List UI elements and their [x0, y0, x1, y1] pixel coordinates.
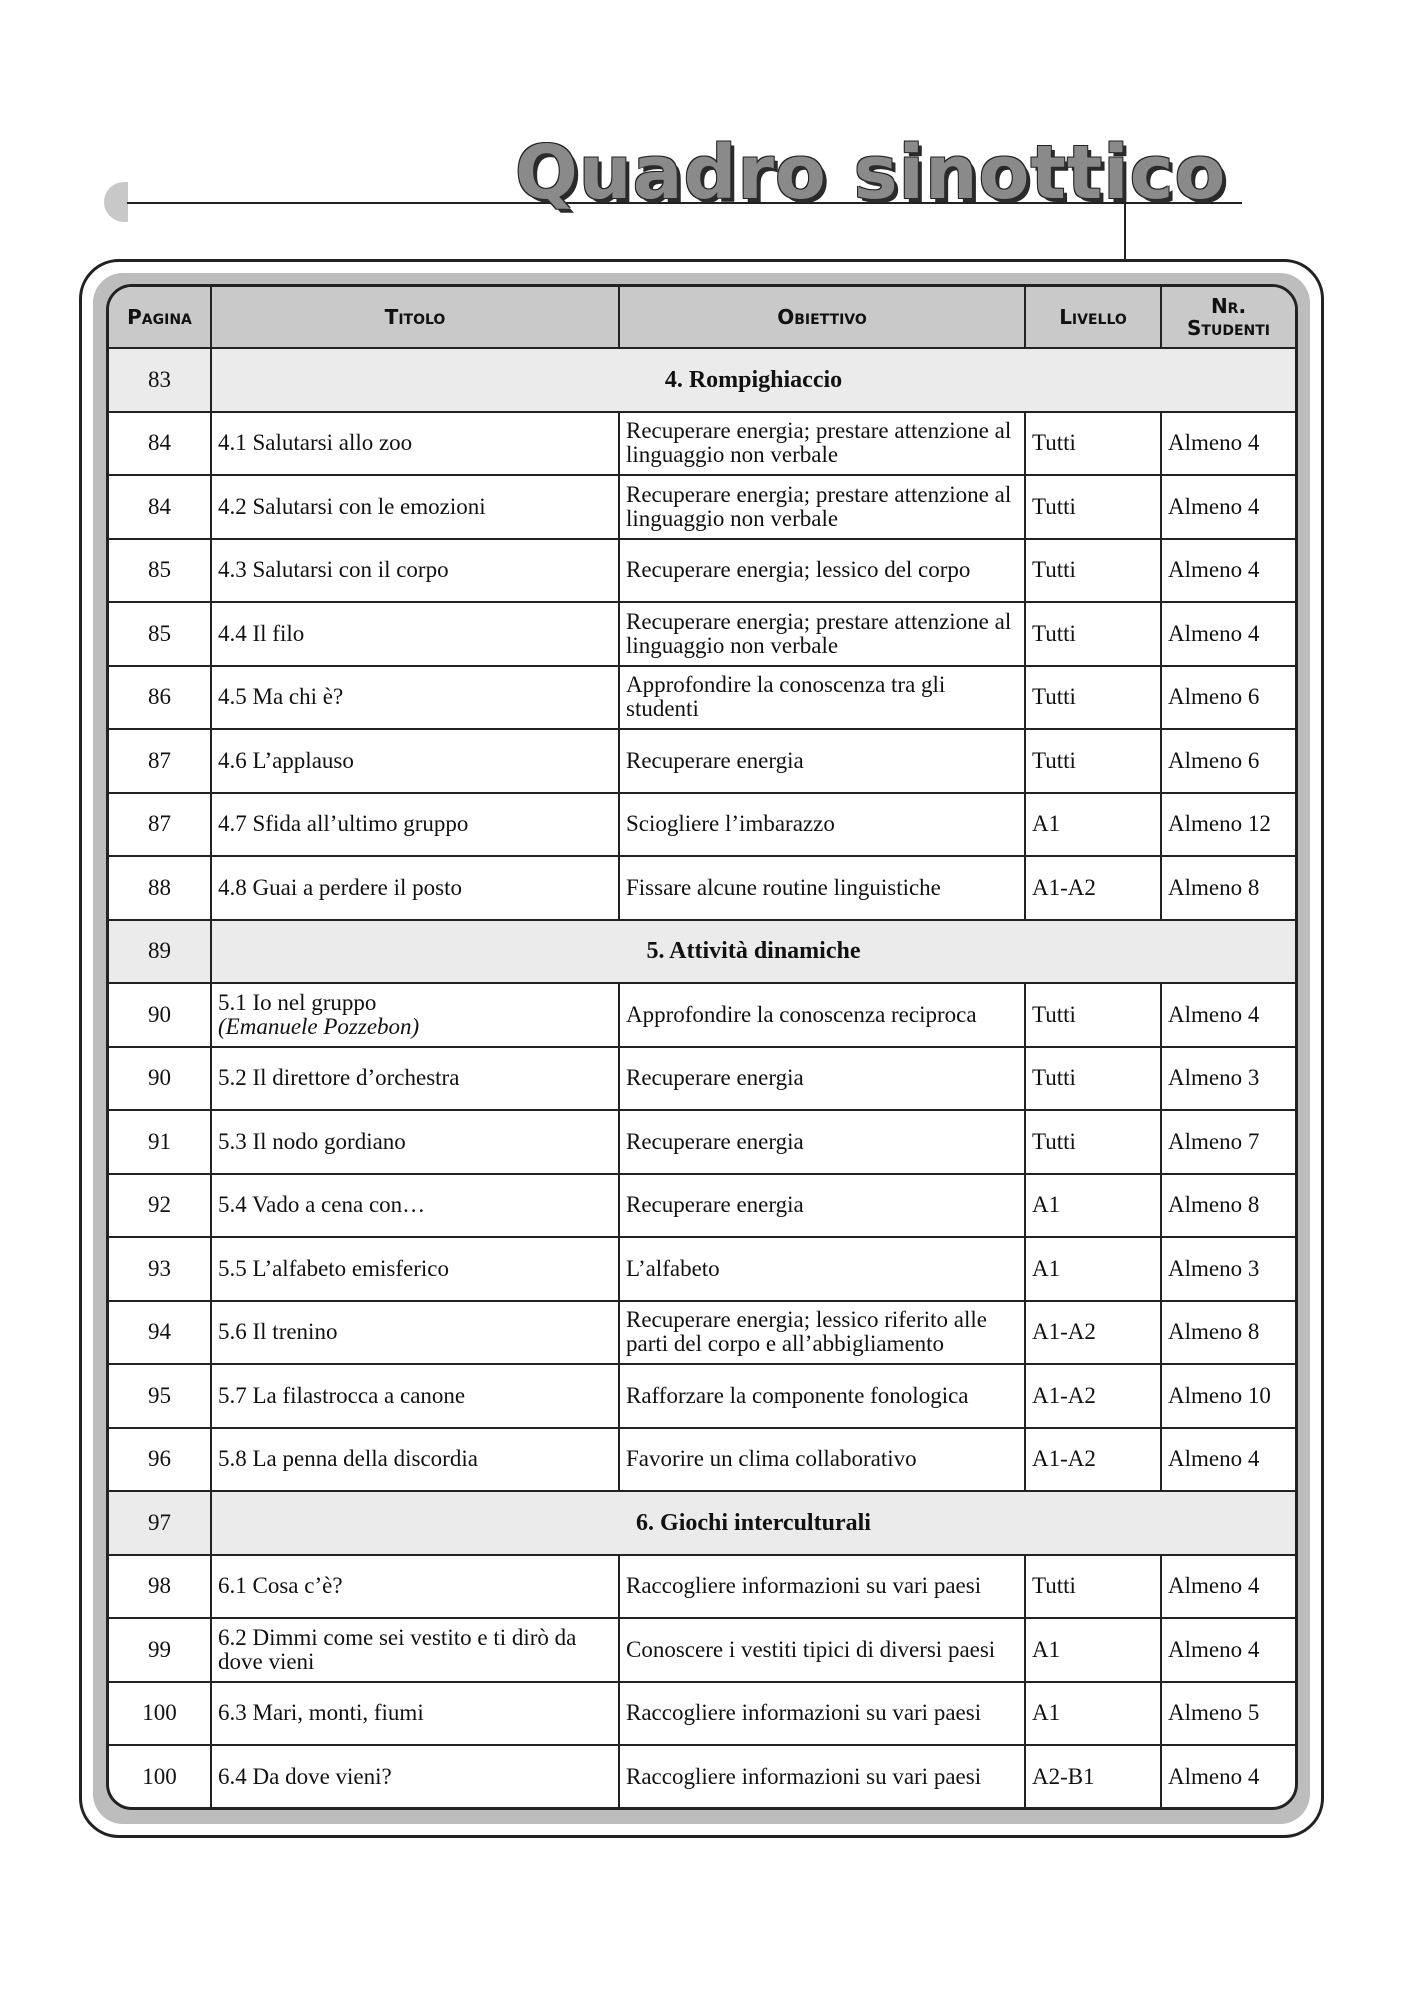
page-number-cell: 85	[109, 539, 211, 603]
objective-cell: Approfondire la conoscenza reciproca	[619, 983, 1025, 1047]
page-number-cell: 94	[109, 1301, 211, 1365]
page-number-cell: 95	[109, 1364, 211, 1428]
objective-cell: Recuperare energia	[619, 1110, 1025, 1174]
section-title: 5. Attività dinamiche	[211, 920, 1295, 984]
activity-title-cell: 6.2 Dimmi come sei vestito e ti dirò da dove vieni	[211, 1618, 619, 1682]
students-cell: Almeno 4	[1161, 983, 1295, 1047]
table-row	[109, 1047, 1295, 1111]
level-cell: A1	[1025, 1618, 1161, 1682]
level-cell: A1	[1025, 1174, 1161, 1238]
page-number-cell: 96	[109, 1428, 211, 1492]
objective-cell: Recuperare energia; lessico riferito alle parti del corpo e all’abbigliamento	[619, 1301, 1025, 1365]
header-rule-cap	[104, 182, 128, 222]
page-number-cell: 90	[109, 1047, 211, 1111]
activity-title-cell: 4.5 Ma chi è?	[211, 666, 619, 730]
objective-cell: Recuperare energia; prestare attenzione al linguaggio non verbale	[619, 412, 1025, 476]
section-page-number: 83	[109, 348, 211, 412]
table-row	[109, 983, 1295, 1047]
objective-cell: Fissare alcune routine linguistiche	[619, 856, 1025, 920]
students-cell: Almeno 4	[1161, 602, 1295, 666]
activity-title-cell: 5.5 L’alfabeto emisferico	[211, 1237, 619, 1301]
synoptic-table	[109, 287, 1295, 1808]
students-cell: Almeno 4	[1161, 1745, 1295, 1808]
level-cell: A1	[1025, 1237, 1161, 1301]
objective-cell: Raccogliere informazioni su vari paesi	[619, 1682, 1025, 1746]
table-header-row	[109, 287, 1295, 348]
level-cell: A1-A2	[1025, 856, 1161, 920]
objective-cell: Favorire un clima collaborativo	[619, 1428, 1025, 1492]
activity-title-cell: 6.3 Mari, monti, fiumi	[211, 1682, 619, 1746]
page-number-cell: 98	[109, 1555, 211, 1619]
page-number-cell: 88	[109, 856, 211, 920]
table-row	[109, 1745, 1295, 1808]
page-number-cell: 100	[109, 1682, 211, 1746]
students-cell: Almeno 6	[1161, 666, 1295, 730]
objective-cell: Rafforzare la componente fonologica	[619, 1364, 1025, 1428]
page-number-cell: 87	[109, 793, 211, 857]
activity-title-cell: 4.7 Sfida all’ultimo gruppo	[211, 793, 619, 857]
students-cell: Almeno 5	[1161, 1682, 1295, 1746]
section-title: 4. Rompighiaccio	[211, 348, 1295, 412]
table-row	[109, 539, 1295, 603]
activity-title-cell: 4.1 Salutarsi allo zoo	[211, 412, 619, 476]
section-row	[109, 920, 1295, 984]
table-row	[109, 793, 1295, 857]
level-cell: Tutti	[1025, 729, 1161, 793]
table-row	[109, 1174, 1295, 1238]
level-cell: Tutti	[1025, 602, 1161, 666]
activity-title-cell: 5.4 Vado a cena con…	[211, 1174, 619, 1238]
students-cell: Almeno 4	[1161, 539, 1295, 603]
activity-title-cell: 4.8 Guai a perdere il posto	[211, 856, 619, 920]
students-cell: Almeno 8	[1161, 856, 1295, 920]
level-cell: Tutti	[1025, 666, 1161, 730]
objective-cell: Recuperare energia; prestare attenzione al linguaggio non verbale	[619, 602, 1025, 666]
students-cell: Almeno 7	[1161, 1110, 1295, 1174]
column-header-obiettivo: Obiettivo	[619, 287, 1025, 348]
level-cell: A1-A2	[1025, 1301, 1161, 1365]
page-number-cell: 99	[109, 1618, 211, 1682]
level-cell: Tutti	[1025, 539, 1161, 603]
activity-title-cell: 5.7 La filastrocca a canone	[211, 1364, 619, 1428]
page-number-cell: 91	[109, 1110, 211, 1174]
table-row	[109, 1682, 1295, 1746]
activity-title: 5.1 Io nel gruppo	[218, 989, 377, 1015]
table-row	[109, 475, 1295, 539]
table-row	[109, 1237, 1295, 1301]
column-header-pagina: Pagina	[109, 287, 211, 348]
activity-title-cell: 6.1 Cosa c’è?	[211, 1555, 619, 1619]
activity-title-cell: 5.2 Il direttore d’orchestra	[211, 1047, 619, 1111]
table-row	[109, 602, 1295, 666]
section-row	[109, 348, 1295, 412]
page-number-cell: 92	[109, 1174, 211, 1238]
students-cell: Almeno 4	[1161, 1618, 1295, 1682]
page-number-cell: 84	[109, 412, 211, 476]
level-cell: A1	[1025, 793, 1161, 857]
objective-cell: Recuperare energia; lessico del corpo	[619, 539, 1025, 603]
students-cell: Almeno 6	[1161, 729, 1295, 793]
table-row	[109, 729, 1295, 793]
activity-author: (Emanuele Pozzebon)	[218, 1013, 420, 1039]
table-row	[109, 1428, 1295, 1492]
table-row	[109, 1110, 1295, 1174]
page-header	[0, 0, 1414, 240]
students-cell: Almeno 4	[1161, 475, 1295, 539]
activity-title-cell: 4.6 L’applauso	[211, 729, 619, 793]
level-cell: A1-A2	[1025, 1364, 1161, 1428]
page-number-cell: 100	[109, 1745, 211, 1808]
table-body	[109, 348, 1295, 1808]
activity-title-cell: 5.3 Il nodo gordiano	[211, 1110, 619, 1174]
level-cell: Tutti	[1025, 983, 1161, 1047]
level-cell: A1-A2	[1025, 1428, 1161, 1492]
level-cell: Tutti	[1025, 1047, 1161, 1111]
level-cell: Tutti	[1025, 475, 1161, 539]
column-header-livello: Livello	[1025, 287, 1161, 348]
section-page-number: 89	[109, 920, 211, 984]
objective-cell: Recuperare energia; prestare attenzione al linguaggio non verbale	[619, 475, 1025, 539]
table-row	[109, 666, 1295, 730]
activity-title-cell: 4.2 Salutarsi con le emozioni	[211, 475, 619, 539]
objective-cell: Recuperare energia	[619, 1174, 1025, 1238]
table-row	[109, 856, 1295, 920]
section-row	[109, 1491, 1295, 1555]
objective-cell: Recuperare energia	[619, 729, 1025, 793]
students-cell: Almeno 8	[1161, 1174, 1295, 1238]
section-title: 6. Giochi interculturali	[211, 1491, 1295, 1555]
activity-title-cell: 6.4 Da dove vieni?	[211, 1745, 619, 1808]
students-cell: Almeno 4	[1161, 1428, 1295, 1492]
students-cell: Almeno 12	[1161, 793, 1295, 857]
objective-cell: L’alfabeto	[619, 1237, 1025, 1301]
objective-cell: Approfondire la conoscenza tra gli studenti	[619, 666, 1025, 730]
students-cell: Almeno 4	[1161, 1555, 1295, 1619]
activity-title-cell: 5.6 Il trenino	[211, 1301, 619, 1365]
synoptic-table-container	[106, 284, 1298, 1810]
students-cell: Almeno 8	[1161, 1301, 1295, 1365]
table-row	[109, 1364, 1295, 1428]
objective-cell: Raccogliere informazioni su vari paesi	[619, 1745, 1025, 1808]
level-cell: Tutti	[1025, 412, 1161, 476]
activity-title-cell: 4.4 Il filo	[211, 602, 619, 666]
column-header-titolo: Titolo	[211, 287, 619, 348]
activity-title-cell: 4.3 Salutarsi con il corpo	[211, 539, 619, 603]
students-cell: Almeno 4	[1161, 412, 1295, 476]
page-number-cell: 85	[109, 602, 211, 666]
section-page-number: 97	[109, 1491, 211, 1555]
objective-cell: Raccogliere informazioni su vari paesi	[619, 1555, 1025, 1619]
students-cell: Almeno 10	[1161, 1364, 1295, 1428]
page-number-cell: 84	[109, 475, 211, 539]
table-row	[109, 1618, 1295, 1682]
activity-title-cell: 5.8 La penna della discordia	[211, 1428, 619, 1492]
level-cell: Tutti	[1025, 1555, 1161, 1619]
students-cell: Almeno 3	[1161, 1047, 1295, 1111]
level-cell: A2-B1	[1025, 1745, 1161, 1808]
objective-cell: Sciogliere l’imbarazzo	[619, 793, 1025, 857]
table-row	[109, 1301, 1295, 1365]
page-number-cell: 87	[109, 729, 211, 793]
students-cell: Almeno 3	[1161, 1237, 1295, 1301]
level-cell: A1	[1025, 1682, 1161, 1746]
page-number-cell: 90	[109, 983, 211, 1047]
page-number-cell: 86	[109, 666, 211, 730]
activity-title-cell	[211, 983, 619, 1047]
objective-cell: Conoscere i vestiti tipici di diversi paesi	[619, 1618, 1025, 1682]
table-row	[109, 412, 1295, 476]
objective-cell: Recuperare energia	[619, 1047, 1025, 1111]
level-cell: Tutti	[1025, 1110, 1161, 1174]
page-title: Quadro sinottico	[515, 130, 1227, 216]
table-row	[109, 1555, 1295, 1619]
column-header-studenti: Nr. Studenti	[1161, 287, 1295, 348]
page-number-cell: 93	[109, 1237, 211, 1301]
